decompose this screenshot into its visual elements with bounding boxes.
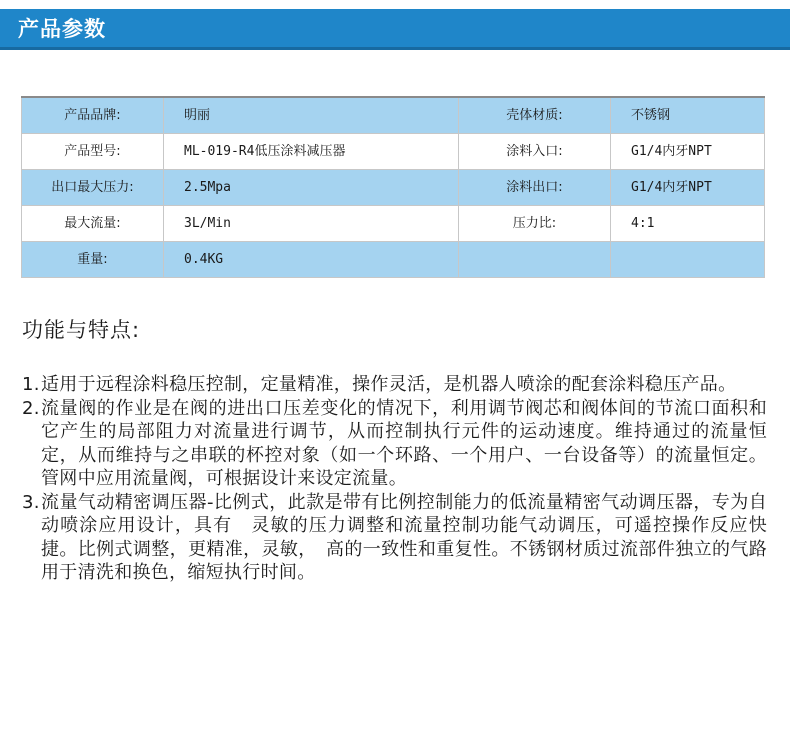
spec-row bbox=[22, 97, 765, 134]
spec-label: 出口最大压力: bbox=[22, 170, 164, 206]
feature-text: 流量阀的作业是在阀的进出口压差变化的情况下，利用调节阀芯和阀体间的节流口面积和它产生的局部阻力对流量进行调节，从而控制执行元件的运动速度。维持通过的流量恒定，从而维持与之串联的杯控对象（如一个环路、一个用户、一台设备等）的流量恒定。管网中应用流量阀，可根据设计来设定流量。 bbox=[41, 397, 767, 489]
spec-row bbox=[22, 134, 765, 170]
feature-text: 适用于远程涂料稳压控制，定量精准，操作灵活，是机器人喷涂的配套涂料稳压产品。 bbox=[41, 374, 737, 395]
spec-table bbox=[21, 96, 765, 278]
spec-value: 2.5Mpa bbox=[164, 170, 459, 206]
spec-label: 最大流量: bbox=[22, 206, 164, 242]
spec-value: 4:1 bbox=[611, 206, 765, 242]
spec-label: 涂料出口: bbox=[459, 170, 611, 206]
spec-value: 明丽 bbox=[164, 97, 459, 134]
spec-value: ML-019-R4低压涂料减压器 bbox=[164, 134, 459, 170]
feature-item bbox=[22, 491, 767, 585]
spec-value: 3L/Min bbox=[164, 206, 459, 242]
feature-text: 流量气动精密调压器-比例式，此款是带有比例控制能力的低流量精密气动调压器，专为自动喷涂应用设计，具有 灵敏的压力调整和流量控制功能气动调压，可遥控操作反应快捷。比例式调整，更精准，灵敏， 高的一致性和重复性。不锈钢材质过流部件独立的气路用于清洗和换色，缩短执行时间。 bbox=[41, 491, 767, 583]
spec-row bbox=[22, 242, 765, 278]
section-header-bar bbox=[0, 9, 790, 50]
spec-row bbox=[22, 170, 765, 206]
feature-item bbox=[22, 397, 767, 491]
feature-number: 1. bbox=[22, 374, 40, 395]
feature-item bbox=[22, 373, 767, 397]
spec-label: 涂料入口: bbox=[459, 134, 611, 170]
feature-number: 3. bbox=[22, 491, 40, 513]
spec-label: 压力比: bbox=[459, 206, 611, 242]
spec-value: 0.4KG bbox=[164, 242, 459, 278]
spec-label: 产品型号: bbox=[22, 134, 164, 170]
spec-value: G1/4内牙NPT bbox=[611, 134, 765, 170]
spec-value: G1/4内牙NPT bbox=[611, 170, 765, 206]
features-heading: 功能与特点: bbox=[22, 318, 141, 342]
spec-label: 壳体材质: bbox=[459, 97, 611, 134]
spec-label: 重量: bbox=[22, 242, 164, 278]
section-header-title: 产品参数 bbox=[18, 17, 106, 41]
spec-label: 产品品牌: bbox=[22, 97, 164, 134]
feature-number: 2. bbox=[22, 397, 40, 419]
features-list bbox=[22, 373, 767, 585]
spec-row bbox=[22, 206, 765, 242]
spec-label-empty bbox=[459, 242, 611, 278]
spec-value-empty bbox=[611, 242, 765, 278]
spec-value: 不锈钢 bbox=[611, 97, 765, 134]
